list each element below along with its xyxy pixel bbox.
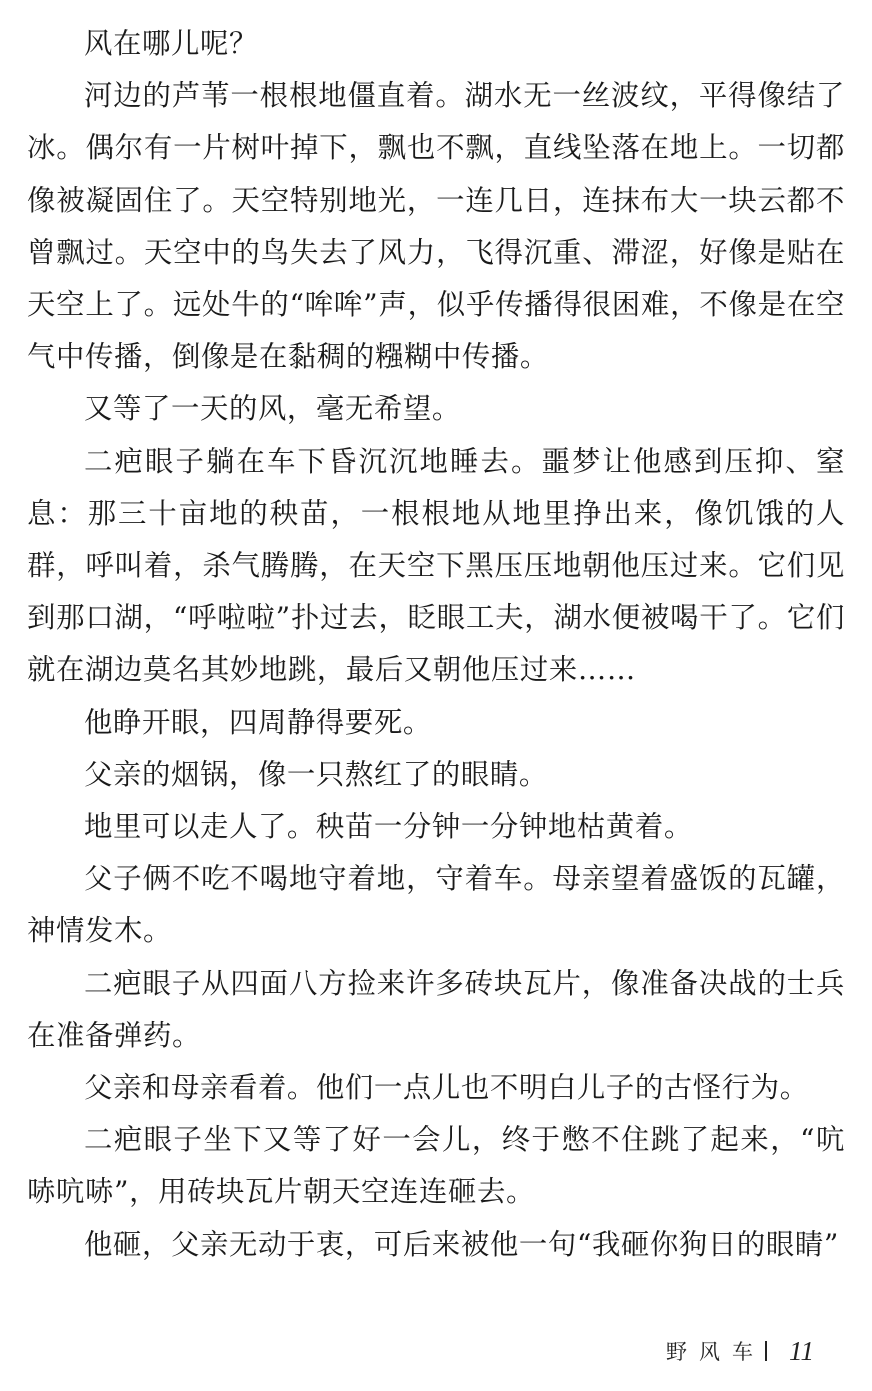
page-number: 11: [789, 1335, 814, 1366]
paragraph: 他砸，父亲无动于衷，可后来被他一句“我砸你狗日的眼睛”: [84, 1227, 839, 1261]
page-footer: [666, 1333, 814, 1369]
paragraph: 父亲的烟锅，像一只熬红了的眼睛。: [84, 757, 548, 791]
paragraph: 又等了一天的风，毫无希望。: [84, 392, 461, 426]
running-title: 野风车: [666, 1340, 765, 1364]
paragraph: 河边的芦苇一根根地僵直着。湖水无一丝波纹，平得像结了冰。偶尔有一片树叶掉下，飘也不飘，直线坠落在地上。一切都像被凝固住了。天空特别地光，一连几日，连抹布大一块云都不曾飘过。天空中的鸟失去了风力，飞得沉重、滞涩，好像是贴在天空上了。远处牛的“哞哞”声，似乎传播得很困难，不像是在空气中传播，倒像是在黏稠的糨糊中传播。: [27, 79, 845, 374]
paragraph: 地里可以走人了。秧苗一分钟一分钟地枯黄着。: [84, 810, 693, 844]
paragraph: 风在哪儿呢？: [84, 27, 258, 60]
paragraph: 二疤眼子从四面八方捡来许多砖块瓦片，像准备决战的士兵在准备弹药。: [27, 966, 845, 1052]
paragraph: 父子俩不吃不喝地守着地，守着车。母亲望着盛饭的瓦罐，神情发木。: [27, 862, 845, 948]
page-body: [27, 18, 845, 1271]
paragraph: 父亲和母亲看着。他们一点儿也不明白儿子的古怪行为。: [84, 1071, 809, 1105]
paragraph: 二疤眼子躺在车下昏沉沉地睡去。噩梦让他感到压抑、窒息：那三十亩地的秧苗，一根根地从地里挣出来，像饥饿的人群，呼叫着，杀气腾腾，在天空下黑压压地朝他压过来。它们见到那口湖，“呼啦啦”扑过去，眨眼工夫，湖水便被喝干了。它们就在湖边莫名其妙地跳，最后又朝他压过来……: [27, 444, 845, 687]
paragraph: 二疤眼子坐下又等了好一会儿，终于憋不住跳了起来，“吭哧吭哧”，用砖块瓦片朝天空连连砸去。: [27, 1123, 845, 1209]
footer-divider: [765, 1341, 767, 1361]
paragraph: 他睁开眼，四周静得要死。: [84, 705, 432, 739]
